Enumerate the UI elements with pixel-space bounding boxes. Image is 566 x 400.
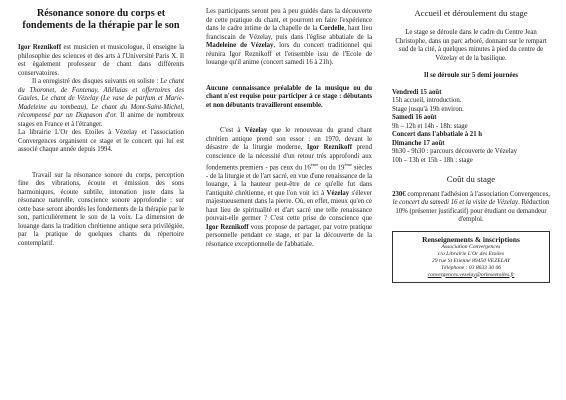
contact-line: Association Convergences bbox=[441, 243, 501, 250]
discography-outro: Il anime de nombreux stages en France et à l'étranger. bbox=[18, 112, 184, 128]
schedule-item: Vendredi 15 août bbox=[392, 88, 442, 96]
column-right bbox=[392, 8, 550, 394]
text-span: vous propose de partager, par votre pratique personnelle pendant ce stage, et par la découverte de la résonance exceptionnelle de l'abbatiale. bbox=[206, 223, 372, 248]
cost-paragraph bbox=[392, 191, 550, 225]
organizers-paragraph: La librairie L'Or des Etoiles à Vézelay et l'association Convergences organisent ce stage et le concert qui lui est associé chaque année depuis 1994. bbox=[18, 129, 184, 153]
schedule-item: 9h30 - 9h30 : parcours découverte de Vézelay bbox=[392, 148, 518, 155]
schedule-item: 15h accueil, introduction. bbox=[392, 97, 462, 104]
artist-name: Igor Reznikoff bbox=[18, 44, 62, 51]
text-span: comprenant l'adhésion à l'association Convergences, bbox=[405, 190, 550, 198]
artist-name: Igor Reznikoff bbox=[306, 144, 352, 151]
history-paragraph bbox=[206, 127, 372, 249]
contact-title: Renseignements & inscriptions bbox=[422, 234, 520, 244]
no-prerequisite-notice: Aucune connaissance préalable de la musique ou du chant n'est requise pour participer à ce stage : débutants et non débutants travailleront ensemble. bbox=[206, 84, 372, 109]
cost-price: 230€ bbox=[392, 190, 406, 198]
contact-line: c/o Librairie L'Or des Etoiles bbox=[437, 250, 505, 257]
bio-paragraph bbox=[18, 44, 184, 78]
vezelay-name: Vézelay bbox=[244, 127, 268, 134]
heading-cost: Coût du stage bbox=[446, 173, 496, 184]
text-span: siècles - de la liturgie et de l'art sacré, en vue d'une renaissance de la louange, à la hauteur peut-être de ce qu'elle fut dans l'antiquité chrétienne, et que l'on voit ici à bbox=[206, 164, 372, 197]
text-span: C'est à bbox=[220, 127, 245, 134]
workshop-description: Travail sur la résonance sonore du corps, perception fine des vibrations, écoute et émission des sons harmoniques, écoute subtile, intonation juste dans la résonance naturelle, conscience sonore approfondie : sur cette base seront abordés les fondements de la thérapie par le son, particulièrement le son de la voix. La dimension de louange dans la tradition chrétienne antique sera privilégiée, par la pratique de quelques chants du répertoire contemplatif. bbox=[18, 171, 184, 247]
schedule-item: Concert dans l'abbatiale à 21 h bbox=[392, 131, 483, 138]
schedule-item: 10h – 13h et 15h - 18h : stage bbox=[392, 156, 473, 164]
schedule-item: Samedi 16 août bbox=[392, 114, 437, 121]
artist-name: Igor Reznikoff bbox=[206, 223, 249, 231]
schedule-item: Dimanche 17 août bbox=[392, 139, 445, 147]
participants-paragraph bbox=[206, 8, 372, 68]
text-span: , lors du concert traditionnel qui réunira Igor Reznikoff et l'ensemble issu de l'Ecole de louange qu'il anime (concert samedi 16 à 21h). bbox=[206, 42, 372, 66]
schedule-item: Stage jusqu'à 19h environ. bbox=[392, 105, 464, 113]
venue-paragraph: Le stage se déroule dans le cadre du Centre Jean Christophe, dans un parc arboré, donnant sur le rempart sud de la cité, à quelques minutes à pied du centre de Vézelay et de la basilique. bbox=[395, 29, 547, 62]
discography-paragraph bbox=[18, 78, 184, 129]
contact-box bbox=[392, 231, 550, 283]
bio-text: est musicien et musicologue, il enseigne la philosophie des sciences et des arts à l'Université Paris X. Il est également professeur de chant dans différents conservatoires. bbox=[18, 44, 184, 77]
vezelay-name: Vézelay bbox=[326, 189, 350, 197]
contact-email-link[interactable]: convergences.vezelay@orleseetoiles.fr bbox=[427, 271, 515, 278]
text-span: prend conscience de la nécessité d'un retour très approfondi aux fondements premiers - pas ceux du 16 bbox=[206, 144, 372, 172]
column-middle bbox=[206, 8, 372, 394]
schedule-list bbox=[392, 89, 550, 166]
heading-welcome: Accueil et déroulement du stage bbox=[414, 8, 528, 18]
schedule-item: 9h – 12h et 14h - 18h: stage bbox=[392, 122, 468, 130]
discography-intro: Il a enregistré des disques suivants en soliste : bbox=[32, 78, 161, 85]
superscript: ème bbox=[310, 162, 319, 167]
page-title: Résonance sonore du corps et fondements de la thérapie par le son bbox=[22, 8, 180, 31]
cost-included: le concert du samedi 16 et la visite de Vézelay bbox=[392, 199, 519, 206]
column-left bbox=[18, 8, 184, 394]
discography-list: Le chant du Thoronet, de Fontenay, Alléluias et offertoires des Gaules, Le chant de Vézelay (Le vase de parfum et Marie-Madeleine au tombeau), Le chant du Mont-Saint-Michel, récompensé par un Diapason d'or. bbox=[18, 78, 184, 119]
contact-line: Téléphone : 03 8633 30 06 bbox=[440, 264, 502, 271]
text-span: que le renouveau du grand chant chrétien antique prend son essor : en 1970, devant le désastre de la liturgie moderne, bbox=[206, 127, 372, 151]
cordelle-name: Cordelle bbox=[319, 25, 345, 32]
text-span: , haut lieu franciscain de Vézelay, puis dans l'église abbatiale de la bbox=[206, 25, 372, 41]
text-span: Les participants seront peu à peu guidés dans la découverte de cette pratique du chant, et pourront en faire l'expérience dans le cadre intime de la chapelle de la bbox=[206, 8, 372, 32]
duration-line: Il se déroule sur 5 demi journées bbox=[423, 71, 519, 79]
superscript: ème bbox=[344, 162, 352, 167]
text-span: s'élever majestueusement dans la pierre. Où, en effet, mieux qu'en ce haut lieu de spiritualité et d'art sacré une telle renaissance pouvait-elle germer ? C'est cette prise de conscience que bbox=[206, 189, 372, 223]
madeleine-name: Madeleine de Vézelay bbox=[206, 42, 274, 49]
text-span: ou du 19 bbox=[318, 164, 345, 172]
contact-line: 29 rue St Etienne 89450 VEZELAY bbox=[431, 257, 511, 264]
text-span: . Réduction 10% (présenter justificatif) pour étudiant ou demandeur d'emploi. bbox=[395, 199, 550, 223]
